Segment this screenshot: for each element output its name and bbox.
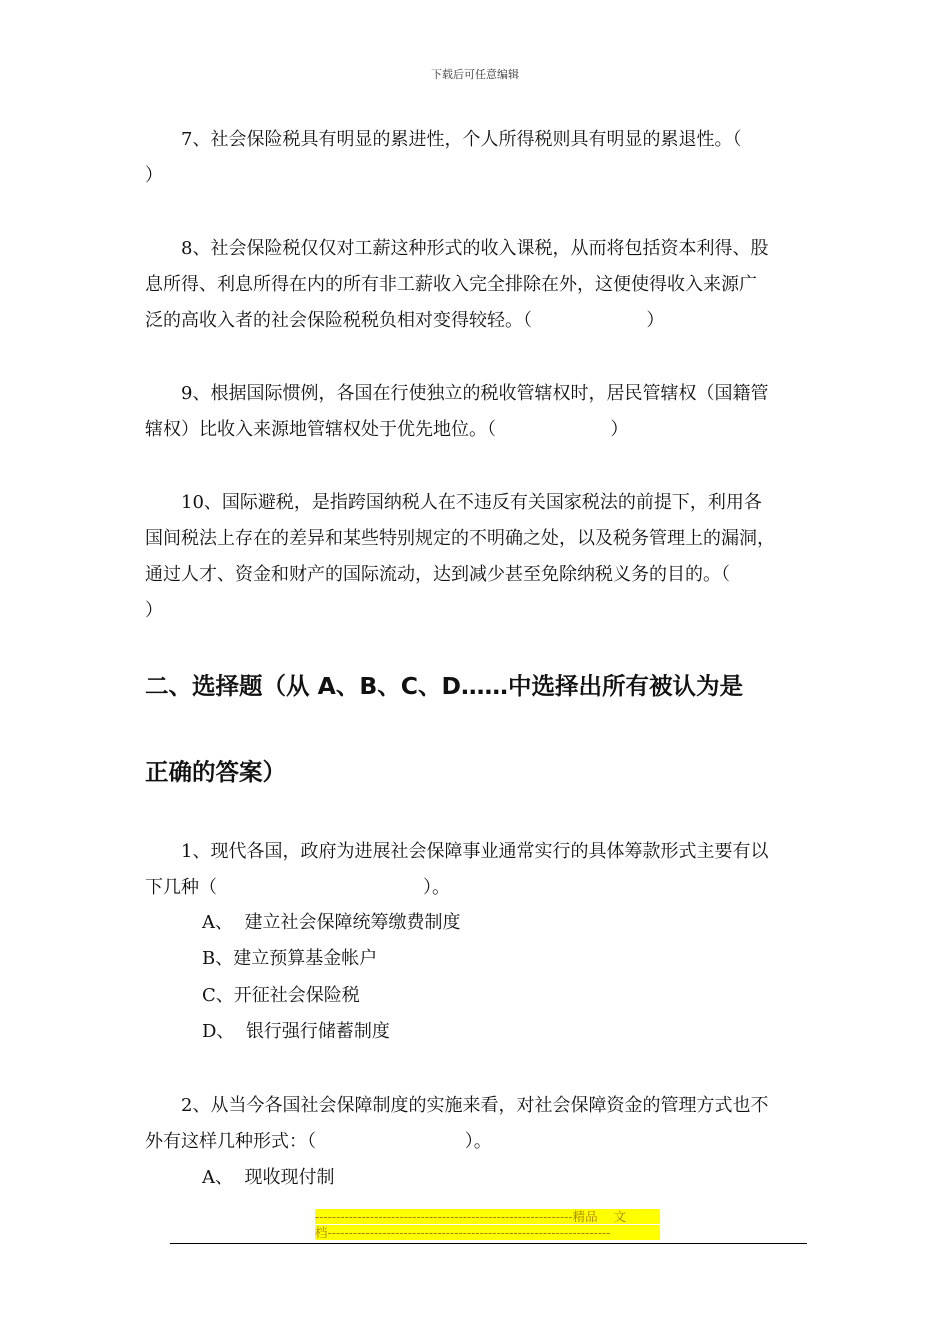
paragraph-line: 息所得、利息所得在内的所有非工薪收入完全排除在外，这便使得收入来源广 <box>145 274 757 295</box>
paragraph-line: 9、根据国际惯例，各国在行使独立的税收管辖权时，居民管辖权（国籍管 <box>181 383 769 404</box>
paragraph-line: 8、社会保险税仅仅对工薪这种形式的收入课税，从而将包括资本利得、股 <box>181 238 769 259</box>
paragraph-line: 通过人才、资金和财产的国际流动，达到减少甚至免除纳税义务的目的。（ <box>145 564 730 585</box>
paragraph-line: 2、从当今各国社会保障制度的实施来看，对社会保障资金的管理方式也不 <box>181 1095 769 1116</box>
paragraph-line: 辖权）比收入来源地管辖权处于优先地位。（ ） <box>145 419 629 440</box>
footer-highlight-line-1: -------------------------------------------------------------精品 文 <box>315 1209 660 1224</box>
paragraph-line: 1、现代各国，政府为进展社会保障事业通常实行的具体筹款形式主要有以 <box>181 841 769 862</box>
footer-divider <box>170 1243 807 1244</box>
question-1-option-d: D、 银行强行储蓄制度 <box>202 1021 390 1042</box>
paragraph-line: 10、国际避税，是指跨国纳税人在不违反有关国家税法的前提下，利用各 <box>181 492 762 513</box>
paragraph-line: 外有这样几种形式：（ ）。 <box>145 1131 492 1152</box>
paragraph-line: ） <box>145 600 163 621</box>
question-2-option-a: A、 现收现付制 <box>202 1167 335 1188</box>
section-heading-line-2: 正确的答案） <box>145 758 286 786</box>
judgment-item-7 <box>145 122 807 194</box>
question-1-option-b: B、建立预算基金帐户 <box>202 948 378 969</box>
paragraph-line: 7、社会保险税具有明显的累进性，个人所得税则具有明显的累退性。（ <box>181 129 742 150</box>
footer-highlight-line-2: 档------------------------------------------------------------------- <box>315 1225 660 1240</box>
paragraph-line: 泛的高收入者的社会保险税税负相对变得较轻。（ ） <box>145 310 665 331</box>
question-2 <box>145 1088 807 1160</box>
question-1-option-a: A、 建立社会保障统筹缴费制度 <box>202 912 461 933</box>
section-heading-line-1: 二、选择题（从 A、B、C、D……中选择出所有被认为是 <box>145 672 744 700</box>
paragraph-line: ） <box>145 165 163 186</box>
page-header: 下载后可任意编辑 <box>431 68 519 81</box>
paragraph-line: 下几种（ ）。 <box>145 877 450 898</box>
judgment-item-8 <box>145 231 807 339</box>
question-1 <box>145 834 807 906</box>
paragraph-line: 国间税法上存在的差异和某些特别规定的不明确之处，以及税务管理上的漏洞， <box>145 528 775 549</box>
judgment-item-10 <box>145 485 807 629</box>
question-1-option-c: C、开征社会保险税 <box>202 985 360 1006</box>
judgment-item-9 <box>145 376 807 448</box>
